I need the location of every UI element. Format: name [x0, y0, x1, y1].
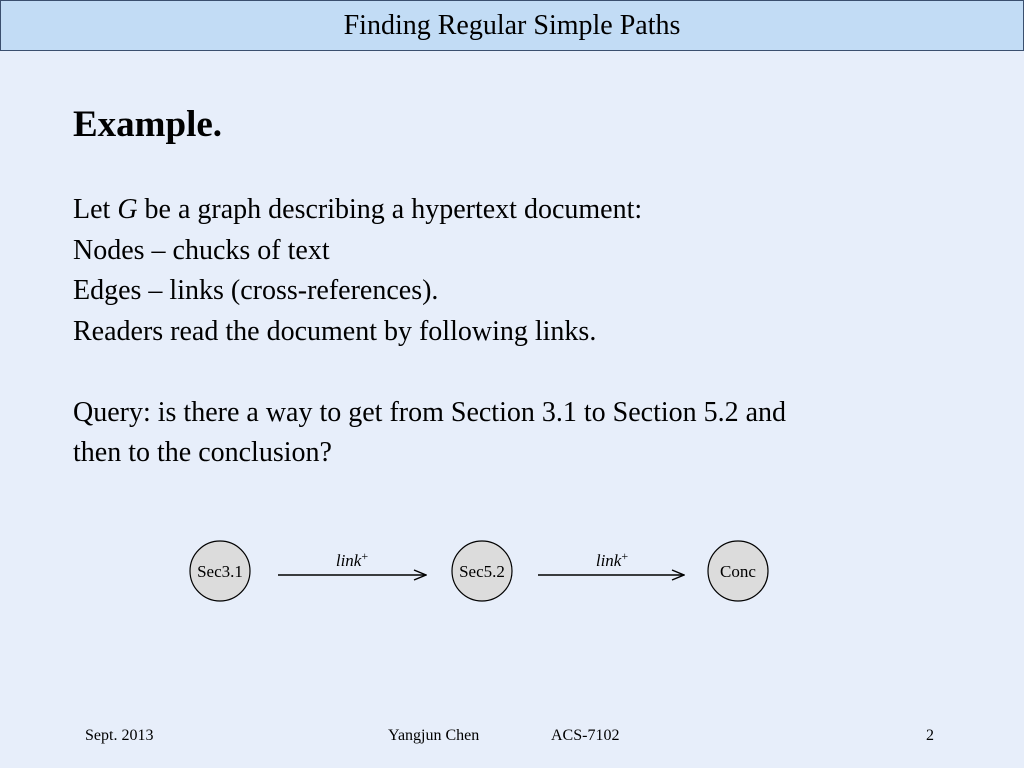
footer-course: ACS-7102	[551, 727, 620, 744]
edge-sec52-conc-label-text: link	[595, 551, 622, 570]
node-conc-label: Conc	[720, 562, 756, 581]
edge-sec52-conc-label-sup: +	[621, 549, 629, 563]
node-sec31	[190, 541, 250, 601]
node-conc	[708, 541, 768, 601]
query-line-2: then to the conclusion?	[73, 437, 332, 468]
body-line-edges: Edges – links (cross-references).	[73, 275, 439, 306]
edge-sec31-sec52-label-text: link	[335, 551, 362, 570]
node-sec52	[452, 541, 512, 601]
body-line-graph-suffix: be a graph describing a hypertext document:	[137, 194, 643, 225]
slide-heading: Example.	[73, 104, 223, 145]
edge-sec31-sec52-label	[336, 549, 369, 570]
edge-sec52-conc-label	[596, 549, 629, 570]
footer-date: Sept. 2013	[85, 727, 154, 744]
graph-variable: G	[117, 194, 138, 225]
edge-sec52-conc	[538, 549, 684, 575]
body-line-nodes: Nodes – chucks of text	[73, 234, 330, 266]
node-sec52-label: Sec5.2	[459, 562, 505, 581]
edge-sec31-sec52-label-sup: +	[361, 549, 369, 563]
node-sec31-label: Sec3.1	[197, 562, 243, 581]
slide-title: Finding Regular Simple Paths	[343, 10, 681, 41]
query-line-1: Query: is there a way to get from Section 3.1 to Section 5.2 and	[73, 396, 787, 428]
edge-sec31-sec52	[278, 549, 426, 575]
body-line-readers: Readers read the document by following links.	[73, 315, 597, 347]
footer-author: Yangjun Chen	[388, 727, 480, 744]
body-line-graph-prefix: Let	[73, 194, 118, 225]
footer-page-number: 2	[926, 727, 934, 744]
